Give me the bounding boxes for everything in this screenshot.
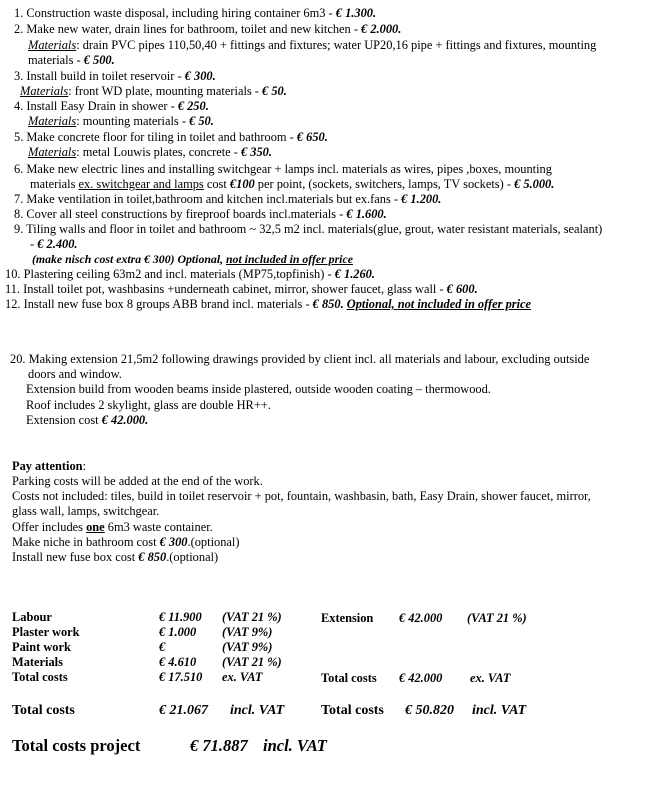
extension-total-note: ex. VAT: [470, 671, 511, 685]
totals-row-note: (VAT 9%): [222, 625, 273, 639]
item-3-materials: Materials: front WD plate, mounting materials - € 50.: [20, 84, 287, 98]
pay-attention-line-3: glass wall, lamps, switchgear.: [12, 504, 160, 518]
totals-row-amount: € 4.610: [159, 655, 197, 669]
totals-row-amount: €: [159, 640, 166, 654]
pay-attention-title: Pay attention:: [12, 459, 87, 473]
item-2-materials-cont: materials - € 500.: [28, 53, 115, 67]
item-20-cont2: Extension build from wooden beams inside plastered, outside wooden coating – thermowood.: [26, 382, 491, 396]
item-6-cont: materials ex. switchgear and lamps cost €100 per point, (sockets, switchers, lamps, TV sockets) - € 5.000.: [30, 177, 555, 191]
item-9: 9. Tiling walls and floor in toilet and bathroom ~ 32,5 m2 incl. materials(glue, grout, water resistant materials, sealant): [14, 222, 603, 236]
item-11: 11. Install toilet pot, washbasins +underneath cabinet, mirror, shower faucet, glass wall - € 600.: [5, 282, 478, 296]
totals-row-note: (VAT 21 %): [222, 655, 282, 669]
project-total-amount: € 71.887: [190, 736, 248, 755]
project-total-label: Total costs project: [12, 736, 141, 755]
item-20-cont3: Roof includes 2 skylight, glass are double HR++.: [26, 398, 271, 412]
incl-vat-amount: € 21.067: [159, 703, 208, 718]
extension-total-label: Total costs: [321, 671, 377, 685]
item-6: 6. Make new electric lines and installing switchgear + lamps incl. materials as wires, pipes ,boxes, mounting: [14, 162, 552, 176]
totals-row-amount: € 17.510: [159, 670, 203, 684]
pay-attention-line-4: Offer includes one 6m3 waste container.: [12, 520, 213, 534]
project-total-note: incl. VAT: [263, 736, 327, 755]
totals-row-label: Total costs: [12, 670, 68, 684]
item-2: 2. Make new water, drain lines for bathroom, toilet and new kitchen - € 2.000.: [14, 22, 402, 36]
extension-incl-vat-amount: € 50.820: [405, 703, 454, 718]
pay-attention-line-2: Costs not included: tiles, build in toilet reservoir + pot, fountain, washbasin, bath, Easy Drain, shower faucet, mirror,: [12, 489, 591, 503]
item-1: 1. Construction waste disposal, including hiring container 6m3 - € 1.300.: [14, 6, 377, 20]
totals-row-label: Paint work: [12, 640, 71, 654]
pay-attention-line-5: Make niche in bathroom cost € 300.(optional): [12, 535, 240, 549]
item-20-cont1: doors and window.: [28, 367, 122, 381]
item-7: 7. Make ventilation in toilet,bathroom and kitchen incl.materials but ex.fans - € 1.200.: [14, 192, 442, 206]
pay-attention-line-6: Install new fuse box cost € 850.(optional): [12, 550, 219, 564]
item-5-materials: Materials: metal Louwis plates, concrete - € 350.: [28, 145, 272, 159]
extension-incl-vat-note: incl. VAT: [472, 703, 527, 718]
item-9-note: (make nisch cost extra € 300) Optional, not included in offer price: [32, 252, 353, 266]
item-5: 5. Make concrete floor for tiling in toilet and bathroom - € 650.: [14, 130, 328, 144]
totals-row-note: ex. VAT: [222, 670, 263, 684]
item-4-materials: Materials: mounting materials - € 50.: [28, 114, 214, 128]
totals-row-note: (VAT 21 %): [222, 610, 282, 624]
item-3: 3. Install build in toilet reservoir - € 300.: [14, 69, 216, 83]
incl-vat-label: Total costs: [12, 703, 75, 718]
item-4: 4. Install Easy Drain in shower - € 250.: [14, 99, 209, 113]
incl-vat-note: incl. VAT: [230, 703, 285, 718]
extension-note: (VAT 21 %): [467, 611, 527, 625]
extension-amount: € 42.000: [399, 611, 443, 625]
totals-row-note: (VAT 9%): [222, 640, 273, 654]
totals-row-label: Labour: [12, 610, 52, 624]
extension-total-amount: € 42.000: [399, 671, 443, 685]
item-2-materials: Materials: drain PVC pipes 110,50,40 + fittings and fixtures; water UP20,16 pipe + fittings and fixtures, mounting: [28, 38, 597, 52]
item-8: 8. Cover all steel constructions by fireproof boards incl.materials - € 1.600.: [14, 207, 387, 221]
extension-incl-vat-label: Total costs: [321, 703, 384, 718]
totals-row-amount: € 1.000: [159, 625, 197, 639]
pay-attention-line-1: Parking costs will be added at the end of the work.: [12, 474, 263, 488]
totals-row-label: Materials: [12, 655, 63, 669]
totals-row-amount: € 11.900: [159, 610, 202, 624]
item-12: 12. Install new fuse box 8 groups ABB brand incl. materials - € 850. Optional, not included in offer price: [5, 297, 532, 311]
item-20: 20. Making extension 21,5m2 following drawings provided by client incl. all materials and labour, excluding outside: [10, 352, 590, 366]
totals-row-label: Plaster work: [12, 625, 80, 639]
extension-label: Extension: [321, 611, 374, 625]
extension-cost: Extension cost € 42.000.: [26, 413, 149, 427]
item-9-cont: - € 2.400.: [30, 237, 78, 251]
item-10: 10. Plastering ceiling 63m2 and incl. materials (MP75,topfinish) - € 1.260.: [5, 267, 375, 281]
